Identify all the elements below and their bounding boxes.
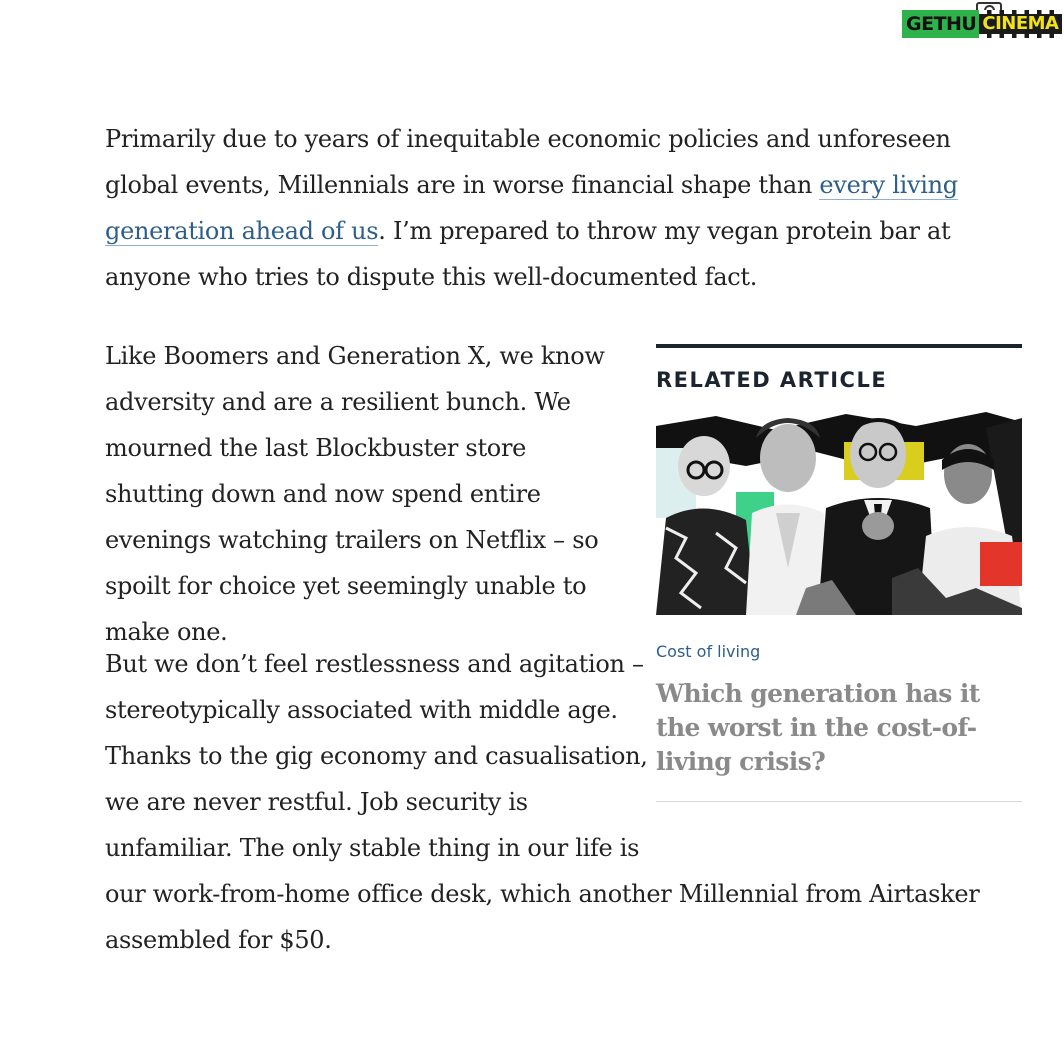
related-heading: RELATED ARTICLE [656, 368, 888, 392]
watermark-right-text: CINEMA [979, 10, 1061, 38]
related-top-rule [656, 344, 1022, 348]
related-article-title[interactable]: Which generation has it the worst in the cost-of-living crisis? [656, 679, 980, 776]
paragraph-1 [105, 116, 1015, 300]
paragraph-3-line: unfamiliar. The only stable thing in our life is [105, 834, 640, 862]
related-article-image[interactable] [656, 408, 1022, 615]
paragraph-3-line: But we don’t feel restlessness and agitation – [105, 650, 644, 678]
paragraph-1-text-start: Primarily due to years of inequitable economic policies and unforeseen global events, Millennials are in worse financial shape than [105, 125, 951, 199]
watermark-bar [902, 10, 1062, 38]
paragraph-2: Like Boomers and Generation X, we know adversity and are a resilient bunch. We mourned the last Blockbuster store shutting down and now spend entire evenings watching trailers on Netflix – so spoilt for choice yet seemingly unable to make one. [105, 342, 605, 646]
paragraph-1-text-end: . I’m prepared to throw my vegan protein bar at anyone who tries to dispute this well-documented fact. [105, 217, 951, 291]
paragraph-3-line: assembled for $50. [105, 926, 332, 954]
paragraph-3-line: Thanks to the gig economy and casualisation, [105, 742, 648, 770]
paragraph-3-line: stereotypically associated with middle age. [105, 696, 618, 724]
related-article-card[interactable] [656, 344, 1022, 802]
related-category-tag[interactable]: Cost of living [656, 642, 761, 661]
watermark-left-text: GETHU [902, 10, 979, 38]
watermark-logo [902, 2, 1062, 42]
paragraph-3-line: our work-from-home office desk, which another Millennial from Airtasker [105, 880, 980, 908]
generation-comparison-link[interactable]: every living generation ahead of us [105, 171, 958, 245]
related-bottom-rule [656, 801, 1022, 802]
paragraph-3-line: we are never restful. Job security is [105, 788, 528, 816]
